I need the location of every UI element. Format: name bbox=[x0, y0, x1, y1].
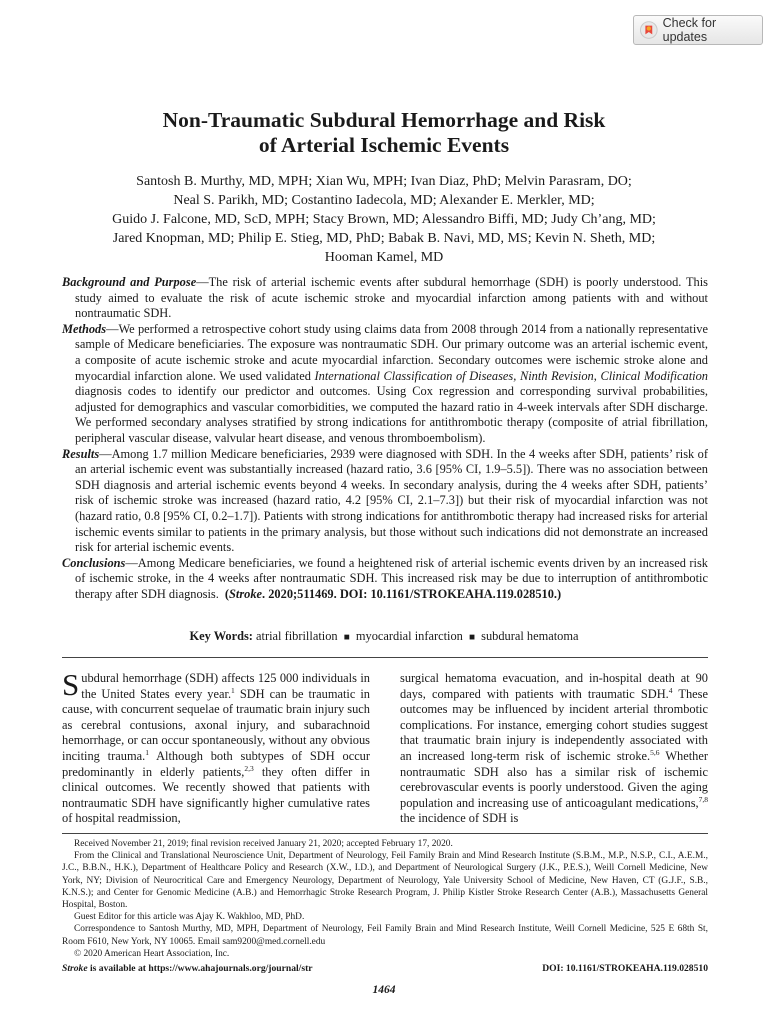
methods-text-cont: diagnosis codes to identify our predictor and outcomes. Using Cox regression and corresponding survival probabilities, adjusted for demographics and vascular comorbidities, we computed the hazard ratio in 4-week intervals after SDH discharge. We performed secondary analyses stratified by strong indications for antithrombotic therapy (composite of atrial fibrillation, peripheral vascular disease, valvular heart disease, and venous thromboembolism). bbox=[75, 384, 708, 445]
title-line-2: of Arterial Ischemic Events bbox=[258, 133, 510, 157]
keywords-label: Key Words: bbox=[189, 629, 253, 643]
abstract-conclusions bbox=[62, 556, 708, 603]
results-label: Results bbox=[62, 446, 100, 461]
citation-open: ( bbox=[224, 586, 229, 601]
keyword: subdural hematoma bbox=[481, 629, 579, 643]
journal-url[interactable]: is available at https://www.ahajournals.org/journal/str bbox=[87, 963, 313, 974]
divider bbox=[62, 657, 708, 658]
intro-paragraph-cont bbox=[400, 671, 708, 827]
background-label: Background and Purpose bbox=[62, 275, 197, 289]
footnote-copyright: © 2020 American Heart Association, Inc. bbox=[74, 948, 230, 959]
bookmark-icon bbox=[640, 21, 658, 39]
citation-journal: Stroke bbox=[228, 586, 263, 601]
abstract-methods bbox=[62, 322, 708, 447]
abstract-background bbox=[62, 275, 708, 322]
author-list bbox=[60, 172, 708, 267]
citation-rest: . 2020;511469. DOI: 10.1161/STROKEAHA.119.028510.) bbox=[262, 586, 562, 601]
body-text: SDH can be traumatic in cause, with concurrent sequelae of traumatic brain injury such as cerebral contusions, axonal injury, and subarachnoid hemorrhage, or can occur spontaneously, without any obvious inciting trauma. bbox=[62, 686, 370, 763]
author-line: Guido J. Falcone, MD, ScD, MPH; Stacy Brown, MD; Alessandro Biffi, MD; Judy Ch’ang, MD; bbox=[112, 212, 656, 227]
methods-label: Methods bbox=[62, 321, 107, 336]
methods-comma: , bbox=[593, 368, 601, 383]
methods-text: —We performed a retrospective cohort study using claims data from 2008 through 2014 from a nationally representative sample of Medicare beneficiaries. The exposure was nontraumatic SDH. Our primary outcome was an arterial ischemic event, a composite of acute ischemic stroke and acute myocardial infarction. Secondary outcomes were ischemic stroke alone and myocardial infarction alone. We used validated bbox=[75, 321, 708, 383]
footer-doi[interactable]: DOI: 10.1161/STROKEAHA.119.028510 bbox=[542, 963, 708, 974]
intro-paragraph bbox=[62, 667, 371, 827]
reference[interactable]: 5,6 bbox=[650, 747, 660, 757]
reference[interactable]: 1 bbox=[231, 685, 235, 695]
keywords bbox=[0, 629, 768, 644]
body-text: surgical hematoma evacuation, and in-hospital death at 90 days, compared with patients with traumatic SDH. bbox=[400, 671, 708, 701]
page-number: 1464 bbox=[372, 984, 396, 996]
drop-cap: S bbox=[62, 667, 80, 702]
footnote-received: Received November 21, 2019; final revision received January 21, 2020; accepted February 17, 2020. bbox=[74, 839, 453, 849]
body-text: they often differ in clinical outcomes. We recently showed that patients with nontraumatic SDH have significantly higher cumulative rates of hospital readmission, bbox=[62, 764, 370, 826]
footnote-correspondence: Correspondence to Santosh Murthy, MD, MPH, Department of Neurology, Feil Family Brain and Mind Research Institute, Weill Cornell Medicine, 525 E 68th St, Room F610, New York, NY 10065. Email sam9200@med.cornell.edu bbox=[62, 924, 708, 947]
reference[interactable]: 4 bbox=[668, 685, 673, 695]
check-for-updates-label: Check for updates bbox=[662, 16, 717, 44]
body-column-right bbox=[400, 671, 708, 827]
footnote-affiliations: From the Clinical and Translational Neuroscience Unit, Department of Neurology, Feil Family Brain and Mind Research Institute (S.B.M., M.P., N.S.P., C.I., A.E.M., J.C., B.B.N., H.K.), Department of Healthcare Policy and Research (X.W., I.D.), and Department of Neurological Surgery (J.K., P.E.S.), Weill Cornell Medicine, New York, NY; Division of Neurocritical Care and Emergency Neurology, Department of Neurology, Yale University School of Medicine, New Haven, CT (G.J.F., S.B., K.N.S.); and Center for Genomic Medicine (A.B.) and Hemorrhagic Stroke Research Program, J. Philip Kistler Stroke Research Center (A.B.), Massachusetts General Hospital, Boston. bbox=[62, 851, 708, 911]
results-text: —Among 1.7 million Medicare beneficiaries, 2939 were diagnosed with SDH. In the 4 weeks after SDH, patients’ risk of an arterial ischemic event was substantially increased (hazard ratio, 3.6 [95% CI, 1.9–5.5]). There was no association between SDH diagnosis and arterial ischemic events beyond 4 weeks. In secondary analysis, during the 4 weeks after SDH, patients’ risk of ischemic stroke was increased (hazard ratio, 4.2 [95% CI, 2.1–7.3]) but their risk of myocardial infarction was not (hazard ratio, 0.8 [95% CI, 0.2–1.7]). Patients with strong indications for antithrombotic therapy had increased risks for arterial ischemic events similar to patients in the primary analysis, but those without such indications did not demonstrate an increased risk for arterial ischemic events. bbox=[75, 446, 708, 555]
journal-name: Stroke bbox=[62, 963, 88, 974]
keyword-separator: ■ bbox=[468, 632, 476, 643]
body-text: Although both subtypes of SDH occur predominantly in elderly patients, bbox=[62, 748, 371, 779]
abstract-results bbox=[62, 447, 708, 556]
title-line-1: Non-Traumatic Subdural Hemorrhage and Risk bbox=[162, 108, 606, 132]
citation bbox=[225, 587, 561, 601]
author-line: Jared Knopman, MD; Philip E. Stieg, MD, PhD; Babak B. Navi, MD, MS; Kevin N. Sheth, MD; bbox=[112, 231, 656, 246]
reference[interactable]: 2,3 bbox=[244, 763, 254, 773]
body-text: the incidence of SDH is bbox=[400, 811, 519, 826]
author-line: Santosh B. Murthy, MD, MPH; Xian Wu, MPH; Ivan Diaz, PhD; Melvin Parasram, DO; bbox=[136, 174, 632, 189]
footnote-guest-editor: Guest Editor for this article was Ajay K. Wakhloo, MD, PhD. bbox=[74, 912, 305, 923]
body-text: ubdural hemorrhage (SDH) affects 125 000 individuals in the United States every year. bbox=[81, 671, 370, 701]
author-line: Neal S. Parikh, MD; Costantino Iadecola, MD; Alexander E. Merkler, MD; bbox=[173, 193, 595, 208]
author-line: Hooman Kamel, MD bbox=[324, 250, 444, 265]
icd-term: International Classification of Diseases, Ninth Revision bbox=[314, 368, 594, 383]
footnote-divider bbox=[62, 833, 708, 834]
reference[interactable]: 7,8 bbox=[698, 794, 708, 804]
background-text: —The risk of arterial ischemic events after subdural hemorrhage (SDH) is poorly understood. This study aimed to evaluate the risk of acute ischemic stroke and myocardial infarction among patients with and without nontraumatic SDH. bbox=[75, 275, 708, 321]
body-text: These outcomes may be influenced by incident arterial thrombotic complications. For instance, emerging cohort studies suggest that traumatic brain injury is independently associated with an increased long-term risk of ischemic stroke. bbox=[400, 686, 708, 763]
body-column-left bbox=[62, 667, 371, 827]
keyword-separator: ■ bbox=[343, 632, 350, 643]
reference[interactable]: 1 bbox=[145, 747, 149, 757]
check-for-updates-button[interactable] bbox=[633, 15, 763, 45]
abstract bbox=[62, 275, 708, 602]
keyword: myocardial infarction bbox=[355, 629, 463, 643]
footnotes bbox=[62, 838, 708, 960]
clinical-modification-term: Clinical Modification bbox=[600, 368, 708, 383]
conclusions-label: Conclusions bbox=[62, 555, 126, 570]
keyword: atrial fibrillation bbox=[256, 629, 338, 643]
conclusions-text: —Among Medicare beneficiaries, we found a heightened risk of arterial ischemic events driven by an increased risk of ischemic stroke, in the 4 weeks after nontraumatic SDH. This increased risk may be due to interruption of antithrombotic therapy after SDH diagnosis. bbox=[75, 555, 708, 601]
journal-availability bbox=[62, 963, 313, 974]
body-text: Whether nontraumatic SDH also has a similar risk of ischemic cerebrovascular events is poorly understood. Given the aging population and increasing use of anticoagulant medications, bbox=[400, 748, 709, 810]
article-title bbox=[0, 108, 768, 158]
